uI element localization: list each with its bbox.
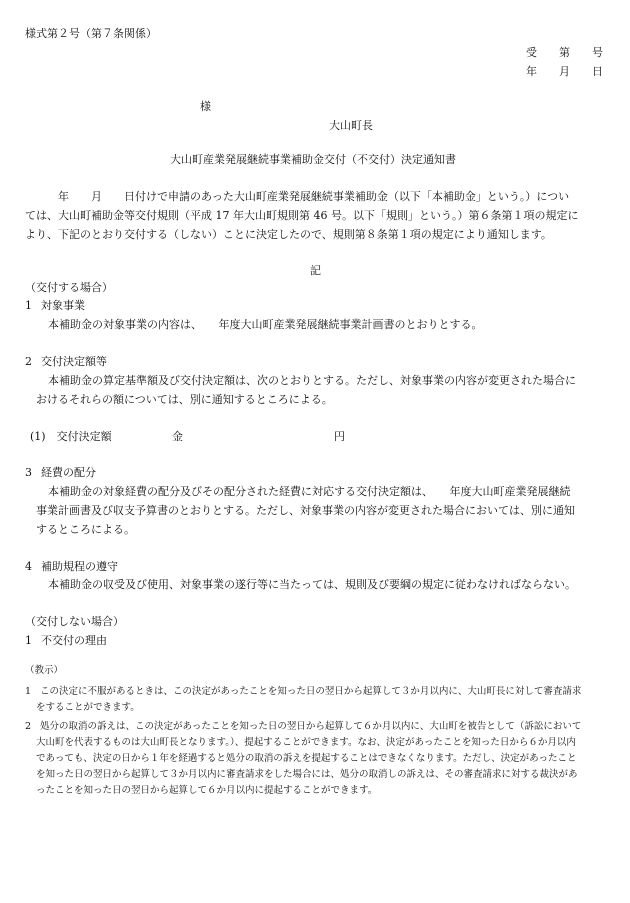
no-grant-number: 1 xyxy=(25,634,32,647)
section-number: 4 xyxy=(25,560,32,573)
ki-marker: 記 xyxy=(310,264,321,277)
body-line: 年 月 日付けで申請のあった大山町産業発展継続事業補助金（以下「本補助金」という。）につい xyxy=(58,190,570,203)
section-line: 本補助金の収受及び使用、対象事業の遂行等に当たっては、規則及び要綱の規定に従わなければならない。 xyxy=(48,578,576,591)
section-number: 1 xyxy=(25,299,32,312)
body-line: ては、大山町補助金等交付規則（平成 17 年大山町規則第 46 号。以下「規則」という。）第６条第１項の規定に xyxy=(25,209,579,222)
section-heading: 補助規程の遵守 xyxy=(41,560,118,573)
section-line: 本補助金の対象経費の配分及びその配分された経費に対応する交付決定額は、 年度大山町産業発展継続 xyxy=(48,485,571,498)
section-number: 3 xyxy=(25,466,32,479)
amount-unit: 円 xyxy=(334,430,345,443)
section-line: するところによる。 xyxy=(36,523,135,536)
receipt-number: 受 第 号 xyxy=(526,46,603,59)
notice-heading: （教示） xyxy=(25,665,64,676)
amount-prefix: 金 xyxy=(172,430,183,443)
notice-line: をすることができます。 xyxy=(36,702,140,713)
receipt-date: 年 月 日 xyxy=(526,65,603,78)
grant-amount-label: (1) 交付決定額 xyxy=(30,430,112,443)
section-heading: 対象事業 xyxy=(41,299,85,312)
no-grant-reason: 不交付の理由 xyxy=(41,634,107,647)
section-line: 本補助金の算定基準額及び交付決定額は、次のとおりとする。ただし、対象事業の内容が変更された場合に xyxy=(48,374,576,387)
section-heading: 経費の配分 xyxy=(41,466,96,479)
notice-line: 処分の取消の訴えは、この決定があったことを知った日の翌日から起算して６か月以内に、大山町を被告として（訴訟において xyxy=(40,721,582,732)
body-line: より、下記のとおり交付する（しない）ことに決定したので、規則第８条第１項の規定により通知します。 xyxy=(25,228,552,241)
notice-line: この決定に不服があるときは、この決定があったことを知った日の翌日から起算して３か月以内に、大山町長に対して審査請求 xyxy=(40,686,582,697)
notice-line: 大山町を代表するものは大山町長となります。）、提起することができます。なお、決定があったことを知った日から６か月以内 xyxy=(36,737,576,748)
section-line: おけるそれらの額については、別に通知するところによる。 xyxy=(36,393,333,406)
no-grant-heading: （交付しない場合） xyxy=(25,615,124,628)
section-number: 2 xyxy=(25,355,32,368)
notice-line: であっても、決定の日から１年を経過すると処分の取消の訴えを提起することはできなくなります。ただし、決定があったこと xyxy=(36,753,577,764)
notice-number: 1 xyxy=(25,686,32,697)
notice-number: 2 xyxy=(25,721,32,732)
form-label: 様式第２号（第７条関係） xyxy=(25,27,157,40)
section-line: 本補助金の対象事業の内容は、 年度大山町産業発展継続事業計画書のとおりとする。 xyxy=(48,318,483,331)
section-line: 事業計画書及び収支予算書のとおりとする。ただし、対象事業の内容が変更された場合においては、別に通知 xyxy=(36,504,575,517)
issuer: 大山町長 xyxy=(329,119,373,132)
section-heading: 交付決定額等 xyxy=(41,355,107,368)
document-title: 大山町産業発展継続事業補助金交付（不交付）決定通知書 xyxy=(170,153,456,166)
grant-case-heading: （交付する場合） xyxy=(25,281,113,294)
notice-line: ったことを知った日の翌日から起算して６か月以内に提起することができます。 xyxy=(36,785,378,796)
notice-line: を知った日の翌日から起算して３か月以内に審査請求をした場合には、処分の取消しの訴えは、その審査請求に対する裁決があ xyxy=(36,769,578,780)
addressee-suffix: 様 xyxy=(200,100,211,113)
